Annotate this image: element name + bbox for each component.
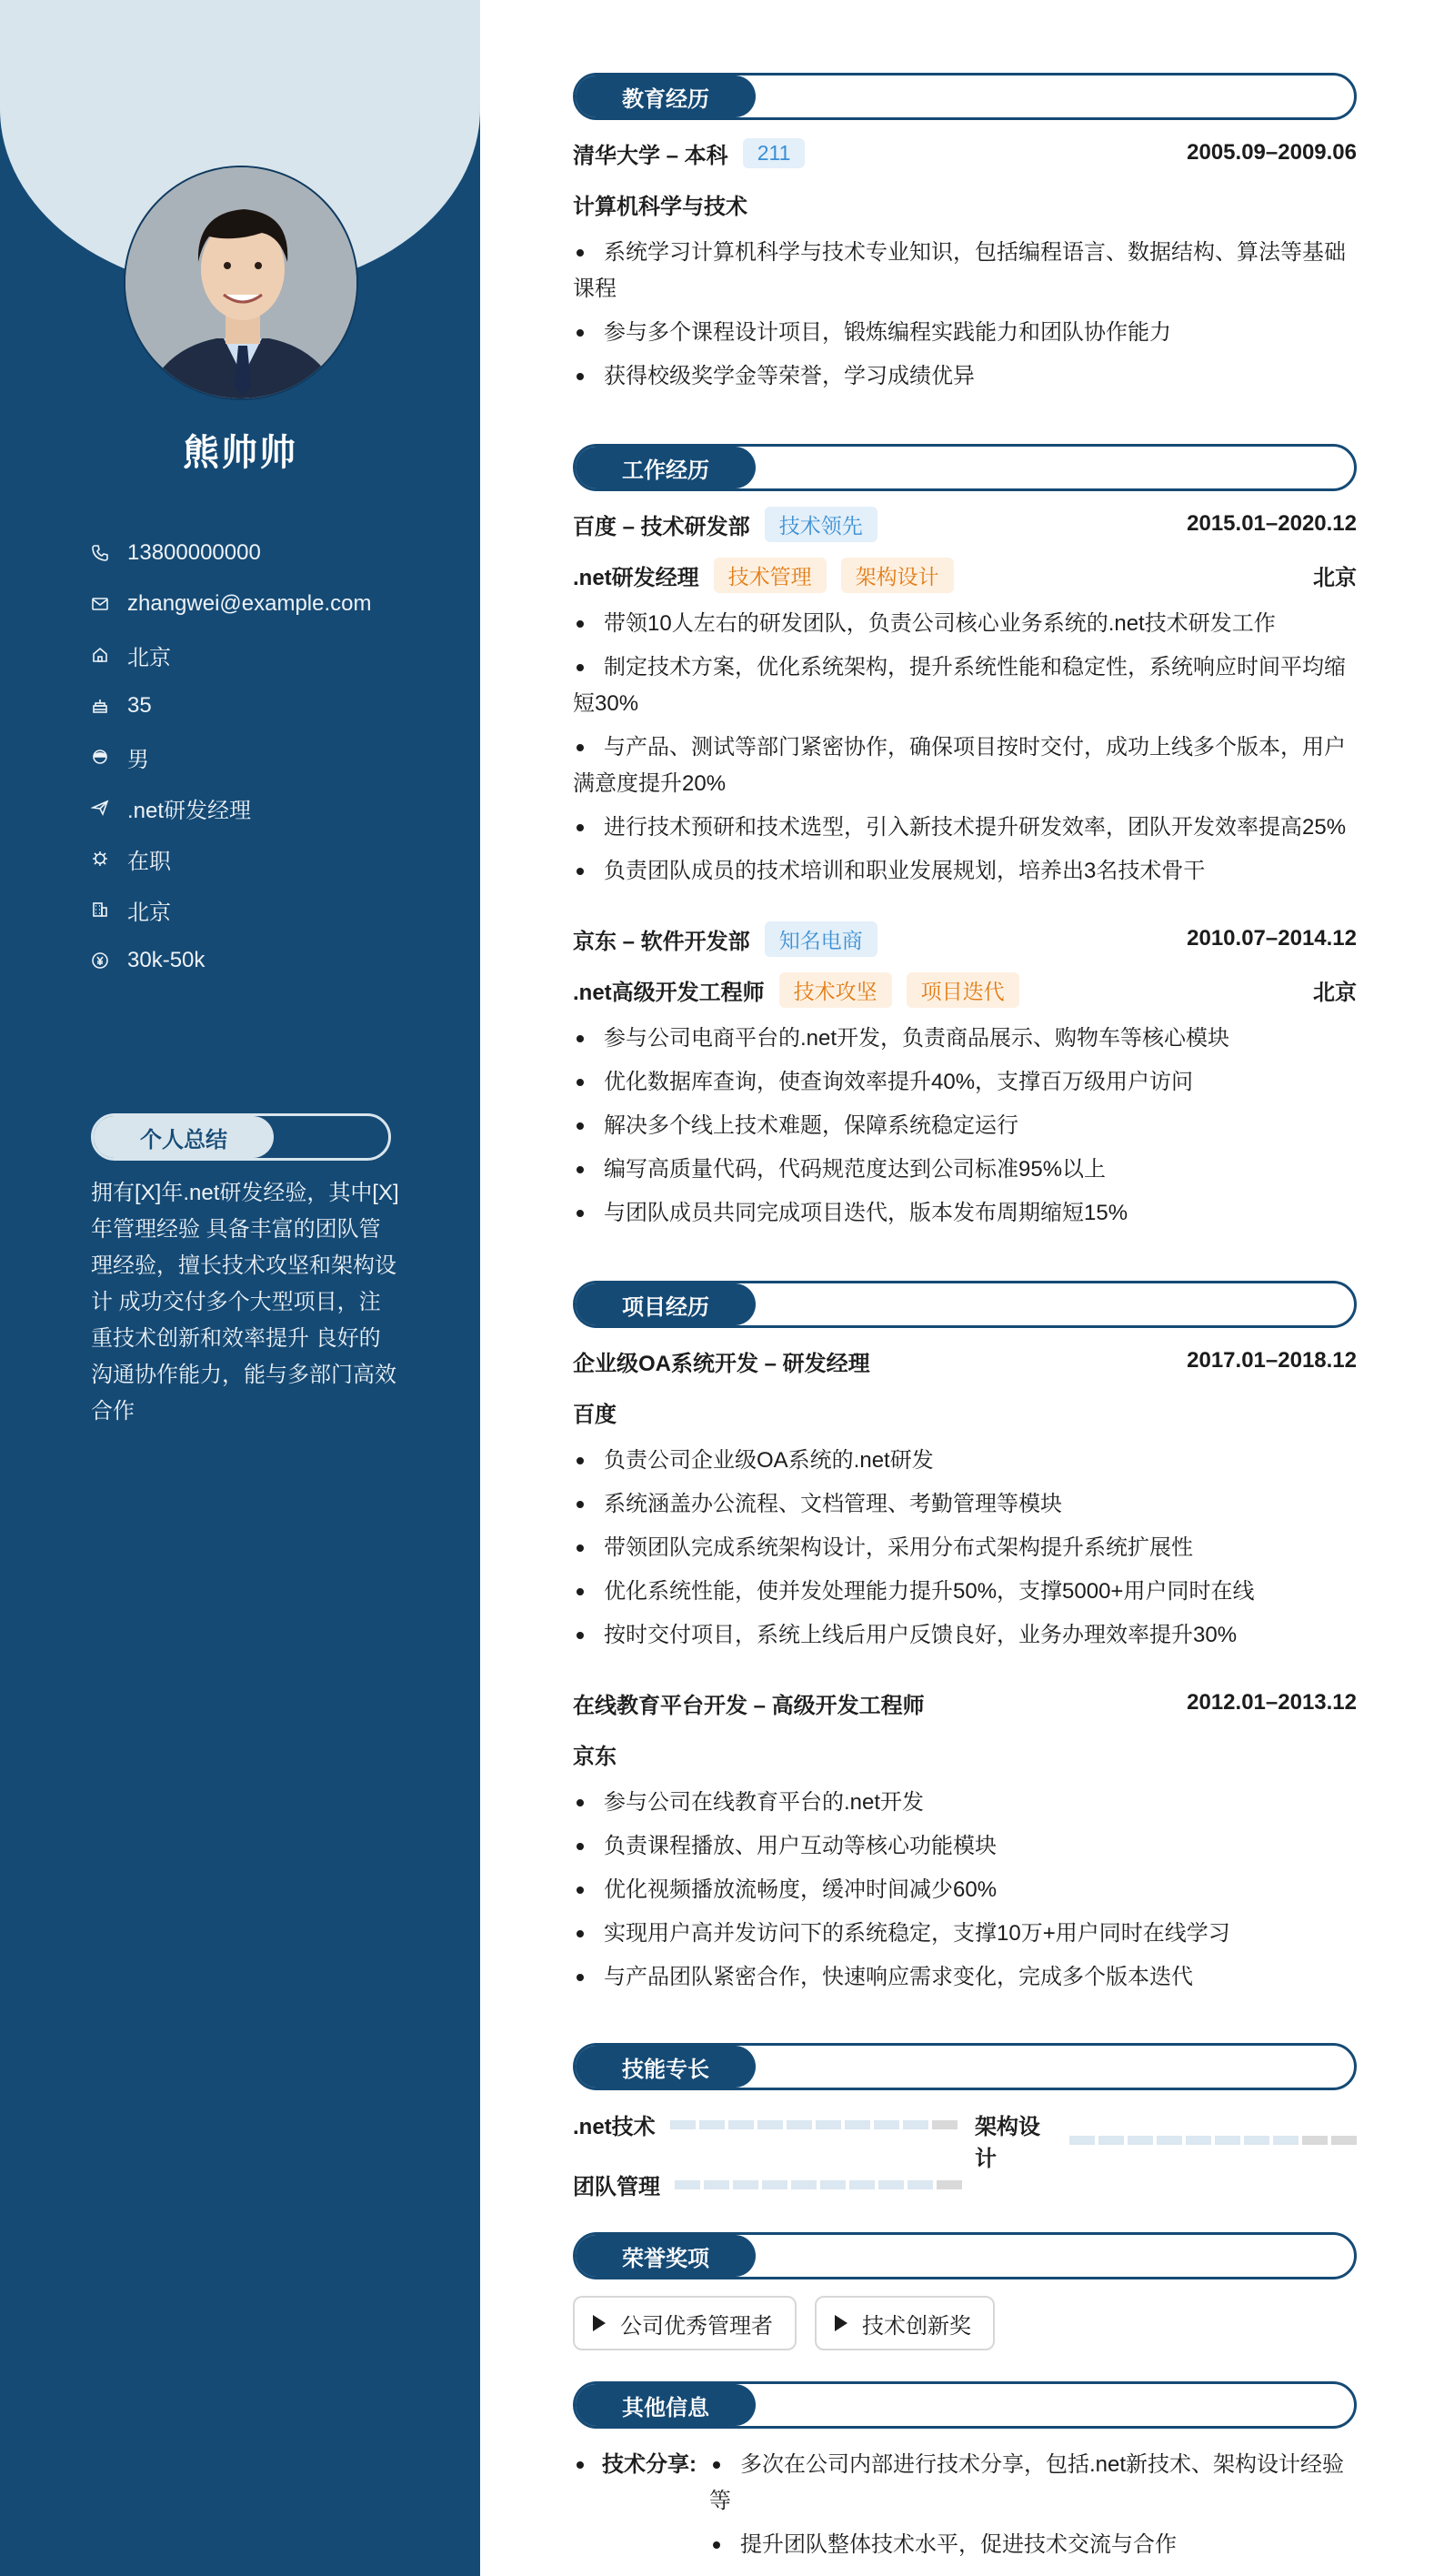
education-row <box>573 135 1357 171</box>
list-item: 获得校级奖学金等荣誉，学习成绩优异 <box>573 358 1357 395</box>
skill-segment <box>675 2180 700 2189</box>
skill-segment <box>816 2120 841 2129</box>
profile-name: 熊帅帅 <box>183 433 297 473</box>
skill-level-bar <box>670 2120 958 2129</box>
skill-segment <box>1273 2136 1299 2145</box>
list-item: 参与公司电商平台的.net开发，负责商品展示、购物车等核心模块 <box>573 1021 1357 1057</box>
skill-segment <box>845 2120 870 2129</box>
skill-segment <box>1302 2136 1328 2145</box>
summary-title: 个人总结 <box>94 1116 274 1158</box>
skill-item <box>573 2168 962 2200</box>
contact-gender <box>91 731 455 782</box>
contact-email <box>91 579 455 629</box>
list-item: 负责团队成员的技术培训和职业发展规划，培养出3名技术骨干 <box>573 853 1357 890</box>
skill-level-bar <box>675 2180 962 2189</box>
project-date: 2017.01–2018.12 <box>1187 1348 1357 1373</box>
job-company-row <box>573 921 1357 957</box>
project-row <box>573 1685 1357 1721</box>
contact-city <box>91 884 455 935</box>
project-org-row <box>573 1394 1357 1430</box>
contact-position <box>91 782 455 833</box>
skill-segment <box>762 2180 787 2189</box>
summary-header <box>91 1113 391 1161</box>
salary-icon <box>91 951 109 970</box>
other-label: 技术分享: <box>602 2452 697 2477</box>
skill-segment <box>820 2180 846 2189</box>
job-role-row <box>573 971 1357 1008</box>
skill-segment <box>874 2120 899 2129</box>
company-name: 百度 – 技术研发部 <box>573 514 750 539</box>
contact-text: .net研发经理 <box>127 798 252 823</box>
list-item: 带领团队完成系统架构设计，采用分布式架构提升系统扩展性 <box>573 1530 1357 1566</box>
skill-segment <box>670 2120 696 2129</box>
projects-header <box>573 1281 1357 1328</box>
skill-segment <box>1069 2136 1095 2145</box>
list-item: 负责课程播放、用户互动等核心功能模块 <box>573 1828 1357 1865</box>
skill-name: .net技术 <box>573 2115 656 2139</box>
avatar <box>124 166 358 400</box>
school-tag: 211 <box>743 138 806 168</box>
contact-home <box>91 629 455 680</box>
job-bullets <box>573 1021 1357 1239</box>
contact-text: 30k-50k <box>127 948 206 972</box>
skill-segment <box>733 2180 758 2189</box>
skill-segment <box>1157 2136 1182 2145</box>
company-tag: 技术领先 <box>765 507 877 542</box>
contact-text: 北京 <box>127 900 171 925</box>
list-item: 与产品团队紧密合作，快速响应需求变化，完成多个版本迭代 <box>573 1959 1357 1996</box>
education-header <box>573 73 1357 120</box>
skill-segment <box>1186 2136 1211 2145</box>
list-item: 带领10人左右的研发团队，负责公司核心业务系统的.net技术研发工作 <box>573 606 1357 642</box>
project-row <box>573 1343 1357 1379</box>
job-city: 北京 <box>1313 980 1357 1005</box>
bullet-dot <box>577 2461 584 2469</box>
work-header <box>573 444 1357 491</box>
skill-segment <box>903 2120 928 2129</box>
education-bullets <box>573 235 1357 402</box>
skill-segment <box>791 2180 817 2189</box>
phone-icon <box>91 544 109 562</box>
list-item: 优化视频播放流畅度，缓冲时间减少60% <box>573 1872 1357 1908</box>
job-role: .net研发经理 <box>573 565 699 590</box>
award-label: 公司优秀管理者 <box>620 2313 773 2339</box>
role-tag: 架构设计 <box>841 558 954 593</box>
summary-text: 拥有[X]年.net研发经验，其中[X]年管理经验 具备丰富的团队管理经验，擅长技术攻坚和架构设计 成功交付多个大型项目，注重技术创新和效率提升 良好的沟通协作能力，能与多部门高效合作 <box>91 1181 399 1424</box>
other-header <box>573 2381 1357 2429</box>
school-name: 清华大学 – 本科 <box>573 143 728 168</box>
skill-segment <box>1215 2136 1240 2145</box>
list-item: 参与公司在线教育平台的.net开发 <box>573 1785 1357 1821</box>
award-label: 技术创新奖 <box>862 2313 971 2339</box>
list-item: 按时交付项目，系统上线后用户反馈良好，业务办理效率提升30% <box>573 1617 1357 1654</box>
job-role: .net高级开发工程师 <box>573 980 765 1005</box>
job-date: 2015.01–2020.12 <box>1187 511 1357 536</box>
contact-text: 35 <box>127 693 152 718</box>
skill-segment <box>932 2120 958 2129</box>
skill-segment <box>878 2180 904 2189</box>
skill-segment <box>787 2120 812 2129</box>
major: 计算机科学与技术 <box>573 194 747 219</box>
company-tag: 知名电商 <box>765 921 877 957</box>
list-item: 优化数据库查询，使查询效率提升40%，支撑百万级用户访问 <box>573 1064 1357 1101</box>
section-title: 项目经历 <box>576 1283 756 1325</box>
skill-level-bar <box>1069 2136 1357 2145</box>
play-icon <box>593 2315 606 2331</box>
skill-segment <box>699 2120 725 2129</box>
skill-name: 团队管理 <box>573 2175 660 2199</box>
list-item: 参与多个课程设计项目，锻炼编程实践能力和团队协作能力 <box>573 315 1357 351</box>
award-list <box>573 2296 1357 2350</box>
list-item: 多次在公司内部进行技术分享，包括.net新技术、架构设计经验等 <box>709 2447 1357 2520</box>
section-title: 荣誉奖项 <box>576 2235 756 2277</box>
job-city: 北京 <box>1313 565 1357 590</box>
skill-segment <box>757 2120 783 2129</box>
project-org: 京东 <box>573 1744 617 1769</box>
list-item: 系统涵盖办公流程、文档管理、考勤管理等模块 <box>573 1486 1357 1523</box>
list-item: 进行技术预研和技术选型，引入新技术提升研发效率，团队开发效率提高25% <box>573 810 1357 846</box>
education-date: 2005.09–2009.06 <box>1187 140 1357 165</box>
list-item: 提升团队整体技术水平，促进技术交流与合作 <box>709 2527 1357 2563</box>
project-org-row <box>573 1736 1357 1772</box>
contact-text: zhangwei@example.com <box>127 591 372 616</box>
job-date: 2010.07–2014.12 <box>1187 926 1357 951</box>
skill-item <box>975 2108 1357 2172</box>
contact-salary <box>91 935 455 986</box>
project-bullets <box>573 1785 1357 2003</box>
skill-segment <box>1098 2136 1124 2145</box>
home-icon <box>91 646 109 664</box>
contact-text: 男 <box>127 747 149 772</box>
project-name: 在线教育平台开发 – 高级开发工程师 <box>573 1693 925 1718</box>
other-bullets <box>709 2447 1357 2571</box>
contact-age <box>91 680 455 731</box>
list-item: 制定技术方案，优化系统架构，提升系统性能和稳定性，系统响应时间平均缩短30% <box>573 649 1357 722</box>
cake-icon <box>91 697 109 715</box>
contact-list <box>91 528 455 986</box>
award-item <box>573 2296 797 2350</box>
list-item: 解决多个线上技术难题，保障系统稳定运行 <box>573 1108 1357 1144</box>
job-bullets <box>573 606 1357 897</box>
contact-text: 在职 <box>127 849 171 874</box>
company-name: 京东 – 软件开发部 <box>573 929 750 954</box>
skill-item <box>573 2108 958 2140</box>
send-icon <box>91 799 109 817</box>
sidebar <box>0 0 480 2576</box>
section-title: 技能专长 <box>576 2046 756 2088</box>
skill-segment <box>1244 2136 1269 2145</box>
skills-header <box>573 2043 1357 2090</box>
project-org: 百度 <box>573 1402 617 1427</box>
section-title: 工作经历 <box>576 447 756 488</box>
skill-name: 架构设计 <box>975 2115 1040 2171</box>
project-date: 2012.01–2013.12 <box>1187 1690 1357 1715</box>
award-item <box>815 2296 995 2350</box>
contact-status <box>91 833 455 884</box>
role-tag: 技术管理 <box>714 558 827 593</box>
skill-segment <box>1331 2136 1357 2145</box>
list-item: 编写高质量代码，代码规范度达到公司标准95%以上 <box>573 1152 1357 1188</box>
job-role-row <box>573 557 1357 593</box>
section-title: 教育经历 <box>576 75 756 117</box>
list-item: 实现用户高并发访问下的系统稳定，支撑10万+用户同时在线学习 <box>573 1916 1357 1952</box>
contact-text: 13800000000 <box>127 540 261 565</box>
list-item: 与产品、测试等部门紧密协作，确保项目按时交付，成功上线多个版本，用户满意度提升20% <box>573 730 1357 802</box>
role-tag: 项目迭代 <box>907 972 1019 1008</box>
building-icon <box>91 901 109 919</box>
gender-icon <box>91 748 109 766</box>
awards-header <box>573 2232 1357 2279</box>
skill-segment <box>908 2180 933 2189</box>
project-name: 企业级OA系统开发 – 研发经理 <box>573 1351 870 1376</box>
project-bullets <box>573 1443 1357 1661</box>
role-tag: 技术攻坚 <box>779 972 892 1008</box>
play-icon <box>835 2315 847 2331</box>
list-item: 优化系统性能，使并发处理能力提升50%，支撑5000+用户同时在线 <box>573 1574 1357 1610</box>
mail-icon <box>91 595 109 613</box>
job-company-row <box>573 506 1357 542</box>
list-item: 与团队成员共同完成项目迭代，版本发布周期缩短15% <box>573 1195 1357 1232</box>
contact-text: 北京 <box>127 645 171 670</box>
section-title: 其他信息 <box>576 2384 756 2426</box>
skill-segment <box>704 2180 729 2189</box>
major-row <box>573 186 1357 222</box>
list-item: 负责公司企业级OA系统的.net研发 <box>573 1443 1357 1479</box>
skill-segment <box>937 2180 962 2189</box>
skill-segment <box>728 2120 754 2129</box>
skill-segment <box>849 2180 875 2189</box>
list-item: 系统学习计算机科学与技术专业知识，包括编程语言、数据结构、算法等基础课程 <box>573 235 1357 307</box>
contact-phone <box>91 528 455 579</box>
status-icon <box>91 850 109 868</box>
skill-segment <box>1128 2136 1153 2145</box>
